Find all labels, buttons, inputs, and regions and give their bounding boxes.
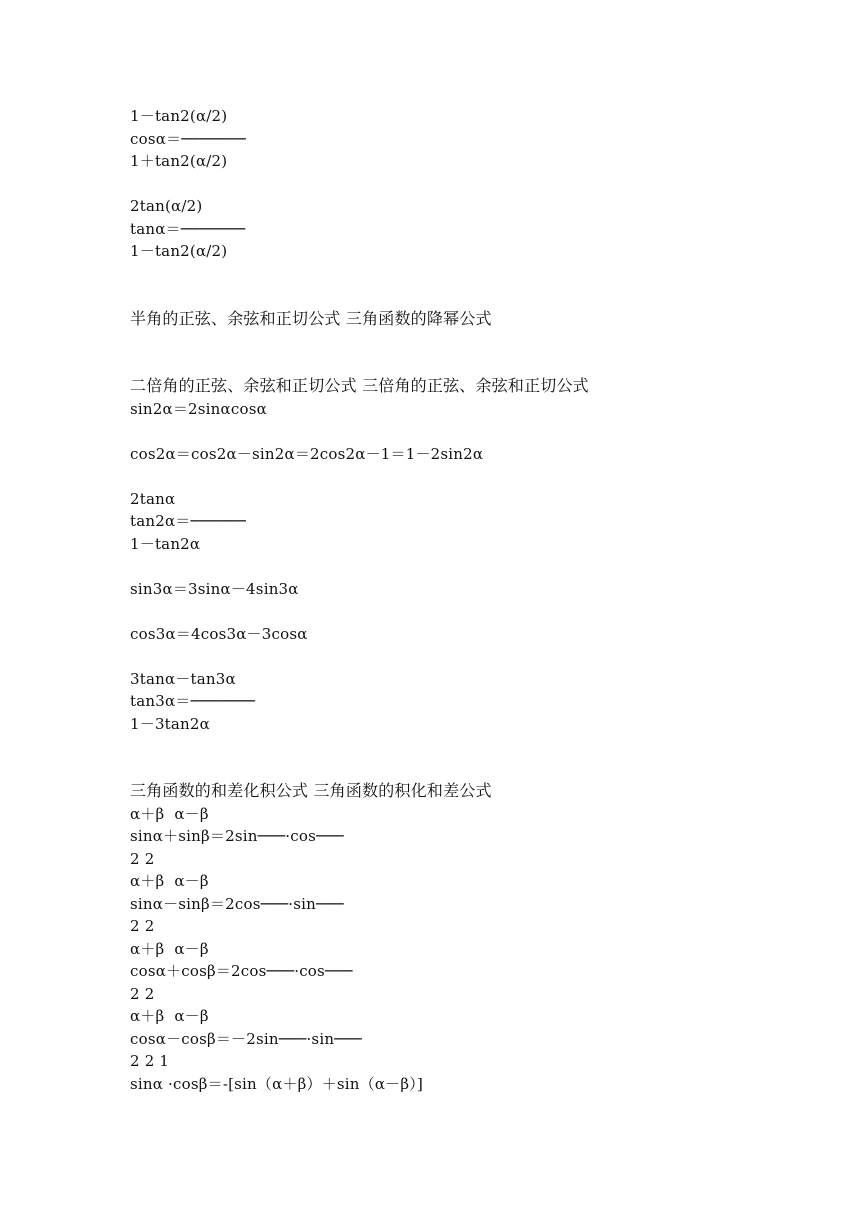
formula-line: 1－tan2(α/2): [130, 107, 228, 125]
formula-line: 1－3tan2α: [130, 715, 210, 733]
formula-line: tan2α＝──────: [130, 512, 246, 530]
formula-line: tanα＝───────: [130, 220, 246, 238]
formula-line: 2 2: [130, 985, 155, 1003]
formula-line: 2tan(α/2): [130, 197, 203, 215]
formula-line: sin3α＝3sinα－4sin3α: [130, 580, 299, 598]
formula-line: 2 2 1: [130, 1052, 170, 1070]
section-heading: 半角的正弦、余弦和正切公式 三角函数的降幂公式: [130, 309, 492, 328]
formula-line: 1＋tan2(α/2): [130, 152, 228, 170]
formula-line: 3tanα－tan3α: [130, 670, 236, 688]
formula-line: 2 2: [130, 917, 155, 935]
formula-line: sinα－sinβ＝2cos───·sin───: [130, 895, 344, 913]
formula-line: sin2α＝2sinαcosα: [130, 400, 267, 418]
formula-line: tan3α＝───────: [130, 692, 256, 710]
formula-line: sinα ·cosβ＝-[sin（α＋β）＋sin（α－β）]: [130, 1075, 424, 1093]
formula-line: cos2α＝cos2α－sin2α＝2cos2α－1＝1－2sin2α: [130, 445, 484, 463]
formula-line: α＋β α－β: [130, 1007, 209, 1025]
formula-line: cos3α＝4cos3α－3cosα: [130, 625, 308, 643]
formula-line: sinα＋sinβ＝2sin───·cos───: [130, 827, 344, 845]
formula-line: 1－tan2α: [130, 535, 201, 553]
formula-line: 2 2: [130, 850, 155, 868]
formula-line: cosα－cosβ＝－2sin───·sin───: [130, 1030, 362, 1048]
formula-line: 2tanα: [130, 490, 176, 508]
section-heading: 二倍角的正弦、余弦和正切公式 三倍角的正弦、余弦和正切公式: [130, 376, 589, 395]
formula-line: α＋β α－β: [130, 940, 209, 958]
section-heading: 三角函数的和差化积公式 三角函数的积化和差公式: [130, 781, 492, 800]
formula-line: cosα＋cosβ＝2cos───·cos───: [130, 962, 353, 980]
formula-line: α＋β α－β: [130, 872, 209, 890]
formula-line: 1－tan2(α/2): [130, 242, 228, 260]
formula-line: α＋β α－β: [130, 805, 209, 823]
formula-line: cosα＝───────: [130, 130, 246, 148]
